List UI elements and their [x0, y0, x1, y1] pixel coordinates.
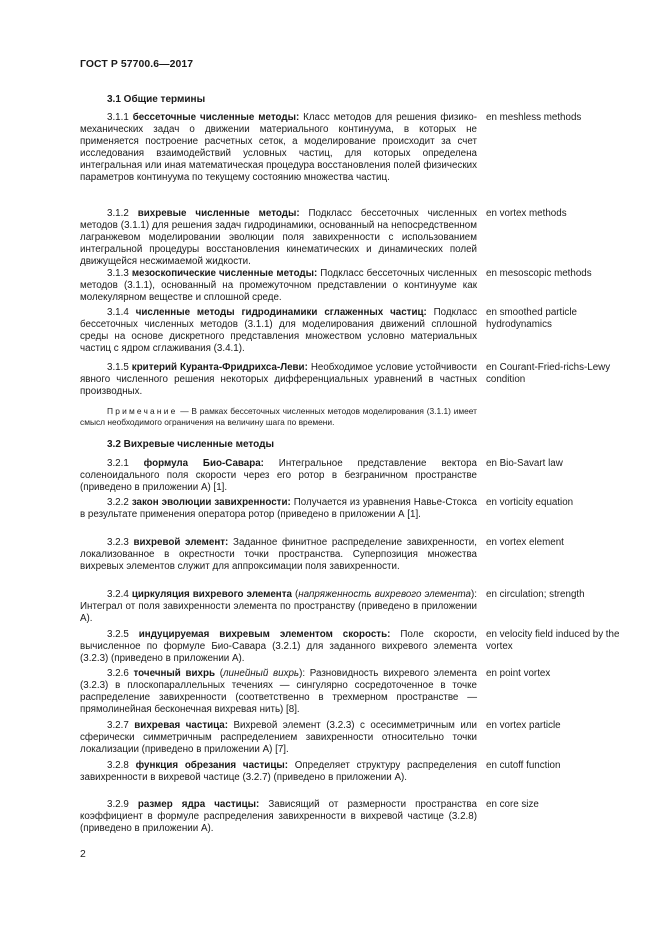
term-entry-3-2-7 — [80, 720, 477, 756]
page-number: 2 — [80, 849, 86, 860]
term-number: 3.2.8 — [107, 760, 129, 771]
term-definition: : Интеграл от поля завихренности элемента по пространству (приведено в приложении А). — [80, 589, 477, 624]
term-name: формула Био-Савара: — [143, 458, 264, 469]
term-definition: Подкласс бессеточных численных методов (3.1.1) для решения задач гидродинамики, основанный на непосредственном лагранжевом моделировании эволюции поля завихренности с использованием интегральной процедуры восстановления кинематических и динамических полей движущейся несжимаемой жидкости. — [80, 208, 477, 267]
term-name: индуцируемая вихревым элементом скорость: — [138, 629, 391, 640]
note-paragraph — [80, 406, 477, 427]
term-definition: Получается из уравнения Навье-Стокса в результате применения оператора ротор (приведено в приложении А [1]. — [80, 497, 477, 520]
english-equivalent-3-1-1: en meshless methods — [486, 112, 582, 123]
term-number: 3.1.4 — [107, 307, 129, 318]
term-definition: Класс методов для решения физико-механических задач о движении материального континуума, в которых не применяется построение расчетных сеток, а моделирование происходит за счет исследования взаимодействий условных частиц, для которых определена интегральная или иная математическая процедура восстановления полей физических параметров континуума по текущему состоянию множества частиц. — [80, 112, 477, 183]
term-name: численные методы гидродинамики сглаженных частиц: — [135, 307, 427, 318]
term-name: точечный вихрь — [133, 668, 216, 679]
term-number: 3.2.4 — [107, 589, 129, 600]
english-equivalent-3-2-8: en cutoff function — [486, 760, 561, 771]
english-equivalent-3-1-4: en smoothed particle hydrodynamics — [486, 307, 577, 330]
term-alternative-name: напряженность вихревого элемента — [298, 589, 471, 600]
document-code-header: ГОСТ Р 57700.6—2017 — [80, 59, 194, 70]
english-equivalent-3-2-9: en core size — [486, 799, 539, 810]
term-number: 3.2.7 — [107, 720, 129, 731]
term-entry-3-1-1 — [80, 112, 477, 184]
term-entry-3-2-1 — [80, 458, 477, 494]
term-name: вихревые численные методы: — [137, 208, 300, 219]
term-name: закон эволюции завихренности: — [131, 497, 291, 508]
term-definition: Зависящий от размерности пространства коэффициент в формуле распределения завихренности в вихревой частице (3.2.8) (приведено в приложении А). — [80, 799, 477, 834]
term-entry-3-2-3 — [80, 537, 477, 573]
note-label: Примечание — [107, 406, 178, 416]
english-equivalent-3-2-7: en vortex particle — [486, 720, 561, 731]
term-definition: Вихревой элемент (3.2.3) с осесимметричным или сферически симметричным распределением завихренности относительно точки локализации (приведено в приложении А) [7]. — [80, 720, 478, 755]
term-entry-3-2-5 — [80, 629, 477, 665]
section-title-vortex-methods: 3.2 Вихревые численные методы — [107, 439, 275, 450]
term-number: 3.2.1 — [107, 458, 129, 469]
term-entry-3-2-2 — [80, 497, 477, 521]
term-definition: Заданное финитное распределение завихренности, локализованное в окрестности точки пространства. Суперпозиция множества вихревых элементов служит для аппроксимации поля завихренности. — [80, 537, 477, 572]
term-name: размер ядра частицы: — [137, 799, 260, 810]
term-definition: Определяет структуру распределения завихренности в вихревой частице (3.2.7) (приведено в приложении А). — [80, 760, 477, 783]
english-equivalent-3-1-2: en vortex methods — [486, 208, 567, 219]
term-definition: : Разновидность вихревого элемента (3.2.3) в плоскопараллельных течениях — сингулярно сосредоточенное в точке распределение завихренности (соответственно в трехмерном пространстве — прямолинейная бесконечная вихревая нить) [8]. — [80, 668, 478, 715]
term-definition: Подкласс бессеточных численных методов (3.1.1) для моделирования движений сплошной среды на основе дискретного представления множеством условно материальных частиц с ядром сглаживания (3.4.1). — [80, 307, 477, 354]
term-name: мезоскопические численные методы: — [131, 268, 318, 279]
term-entry-3-2-9 — [80, 799, 477, 835]
term-number: 3.2.5 — [107, 629, 129, 640]
term-number: 3.1.5 — [107, 362, 129, 373]
english-equivalent-3-2-3: en vortex element — [486, 537, 564, 548]
term-name: бессеточные численные методы: — [132, 112, 300, 123]
note-text: — В рамках бессеточных численных методов моделирования (3.1.1) имеет смысл необходимого ограничения на величину шага по времени. — [80, 406, 477, 427]
term-name: вихревой элемент: — [133, 537, 229, 548]
term-definition: Интегральное представление вектора соленоидального поля скорости через его ротор в безграничном пространстве (приведено в приложении А) [1]. — [80, 458, 477, 493]
term-name: вихревая частица: — [134, 720, 228, 731]
section-title-general-terms: 3.1 Общие термины — [107, 94, 206, 105]
english-equivalent-3-2-6: en point vortex — [486, 668, 551, 679]
term-definition: Необходимое условие устойчивости явного численного решения некоторых дифференциальных уравнений в частных производных. — [80, 362, 477, 397]
term-number: 3.1.2 — [107, 208, 129, 219]
english-equivalent-3-2-5: en velocity field induced by the vortex — [486, 629, 620, 652]
term-definition: Поле скорости, вычисленное по формуле Био-Савара (3.2.1) для заданного вихревого элемента (3.2.3) (приведено в приложении А). — [80, 629, 477, 664]
term-number: 3.2.2 — [107, 497, 129, 508]
term-definition: Подкласс бессеточных численных методов (3.1.1), основанный на промежуточном представлении о континууме как молекулярном веществе и сплошной среде. — [80, 268, 477, 303]
term-entry-3-2-8 — [80, 760, 477, 784]
term-entry-3-2-6: 3.2.6 точечный вихрь (линейный вихрь): Разновидность вихревого элемента (3.2.3) в плоскопараллельных течениях — сингулярно сосредоточенное в точке распределение завихренности (соответственно в трехмерном пространстве — прямолинейная бесконечная вихревая нить) [8]. — [80, 668, 478, 715]
term-entry-3-1-4 — [80, 307, 477, 355]
english-equivalent-3-1-5: en Courant-Fried-richs-Lewy condition — [486, 362, 611, 385]
term-number: 3.1.1 — [107, 112, 129, 123]
english-equivalent-3-2-4: en circulation; strength — [486, 589, 585, 600]
term-name: циркуляция вихревого элемента — [131, 589, 292, 600]
term-number: 3.2.6 — [107, 668, 129, 679]
term-name: критерий Куранта-Фридрихса-Леви: — [131, 362, 308, 373]
english-equivalent-3-1-3: en mesoscopic methods — [486, 268, 592, 279]
term-name: функция обрезания частицы: — [135, 760, 288, 771]
term-entry-3-1-5 — [80, 362, 477, 398]
term-number: 3.2.9 — [107, 799, 129, 810]
english-equivalent-3-2-1: en Bio-Savart law — [486, 458, 563, 469]
term-alternative-name: линейный вихрь — [223, 668, 300, 679]
term-number: 3.2.3 — [107, 537, 129, 548]
term-entry-3-1-2 — [80, 208, 477, 268]
term-entry-3-1-3 — [80, 268, 477, 304]
term-number: 3.1.3 — [107, 268, 129, 279]
term-entry-3-2-4: 3.2.4 циркуляция вихревого элемента (напряженность вихревого элемента): Интеграл от поля завихренности элемента по пространству (приведено в приложении А). — [80, 589, 477, 624]
english-equivalent-3-2-2: en vorticity equation — [486, 497, 574, 508]
